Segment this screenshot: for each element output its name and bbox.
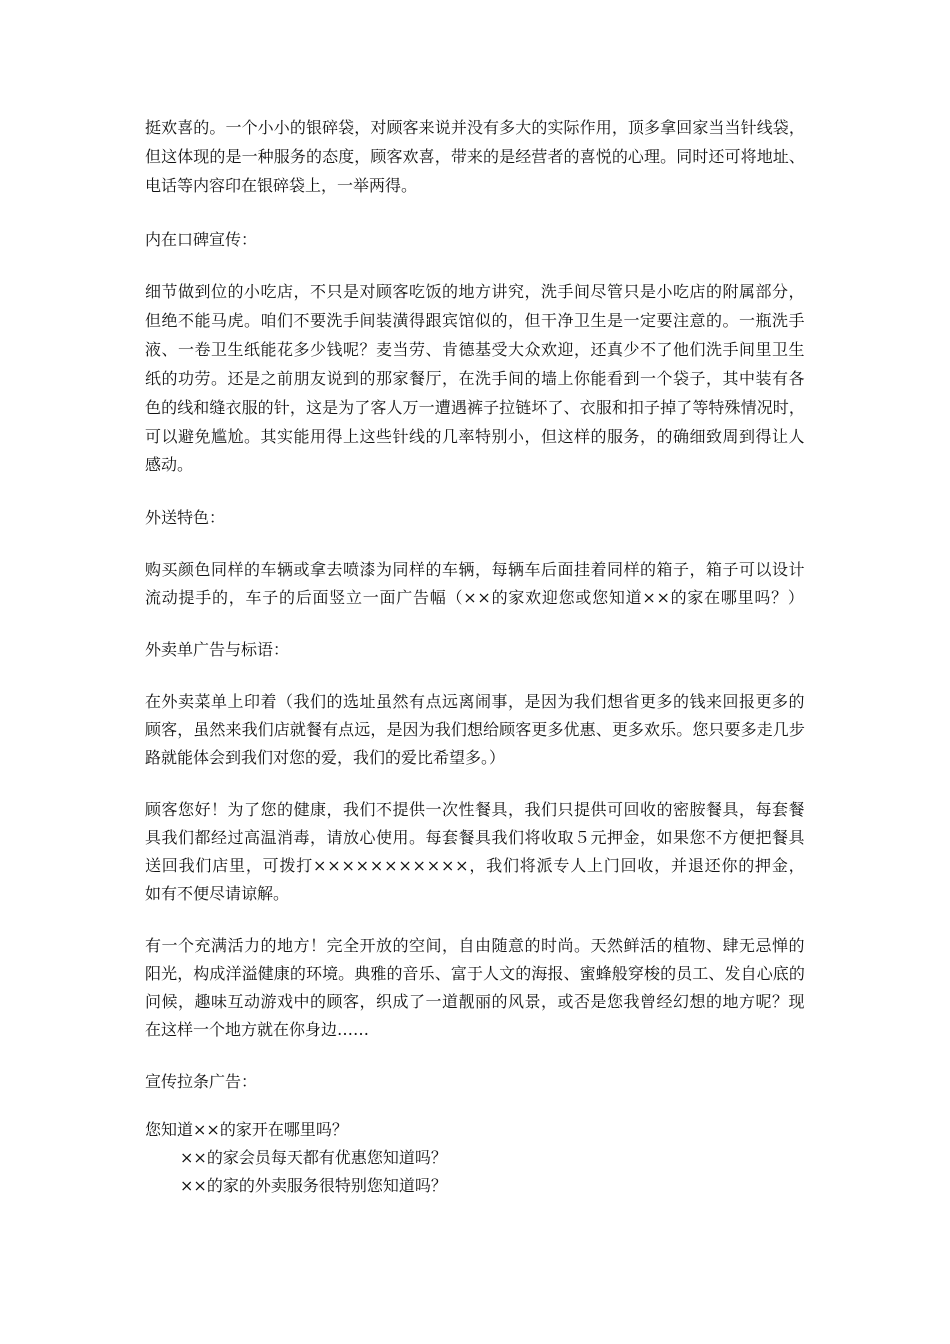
- paragraph-line: 您知道××的家开在哪里吗？: [145, 1120, 348, 1139]
- paragraph-line: 顾客，虽然来我们店就餐有点远，是因为我们想给顾客更多优惠、更多欢乐。您只要多走几步: [145, 720, 806, 739]
- paragraph-line: 但绝不能马虎。咱们不要洗手间装潢得跟宾馆似的，但干净卫生是一定要注意的。一瓶洗手: [145, 311, 806, 330]
- paragraph-line: 购买颜色同样的车辆或拿去喷漆为同样的车辆，每辆车后面挂着同样的箱子，箱子可以设计: [145, 560, 806, 579]
- paragraph-line: ××的家的外卖服务很特别您知道吗？: [180, 1176, 447, 1195]
- paragraph-line: 细节做到位的小吃店，不只是对顾客吃饭的地方讲究，洗手间尽管只是小吃店的附属部分，: [145, 282, 806, 301]
- paragraph-line: 具我们都经过高温消毒，请放心使用。每套餐具我们将收取５元押金，如果您不方便把餐具: [145, 828, 806, 847]
- paragraph-line: ××的家会员每天都有优惠您知道吗？: [180, 1148, 447, 1167]
- paragraph-line: 有一个充满活力的地方！完全开放的空间，自由随意的时尚。天然鲜活的植物、肆无忌惮的: [145, 936, 806, 955]
- paragraph-line: 送回我们店里，可拨打×××××××××××，我们将派专人上门回收，并退还你的押金，: [145, 856, 806, 875]
- paragraph-line: 阳光，构成洋溢健康的环境。典雅的音乐、富于人文的海报、蜜蜂般穿梭的员工、发自心底的: [145, 964, 806, 983]
- paragraph-line: 顾客您好！为了您的健康，我们不提供一次性餐具，我们只提供可回收的密胺餐具，每套餐: [145, 800, 806, 819]
- section-heading: 外送特色：: [145, 508, 226, 527]
- paragraph-line: 挺欢喜的。一个小小的银碎袋，对顾客来说并没有多大的实际作用，顶多拿回家当当针线袋，: [145, 118, 806, 137]
- paragraph-line: 可以避免尴尬。其实能用得上这些针线的几率特别小，但这样的服务，的确细致周到得让人: [145, 427, 806, 446]
- paragraph-line: 电话等内容印在银碎袋上，一举两得。: [145, 176, 418, 195]
- paragraph-line: 问候，趣味互动游戏中的顾客，织成了一道靓丽的风景，或否是您我曾经幻想的地方呢？现: [145, 992, 806, 1011]
- paragraph-line: 路就能体会到我们对您的爱，我们的爱比希望多。）: [145, 748, 506, 767]
- section-heading: 内在口碑宣传：: [145, 230, 258, 249]
- section-heading: 宣传拉条广告：: [145, 1072, 258, 1091]
- paragraph-line: 液、一卷卫生纸能花多少钱呢？麦当劳、肯德基受大众欢迎，还真少不了他们洗手间里卫生: [145, 340, 806, 359]
- paragraph-line: 流动提手的，车子的后面竖立一面广告幅（××的家欢迎您或您知道××的家在哪里吗？）: [145, 588, 805, 607]
- paragraph-line: 纸的功劳。还是之前朋友说到的那家餐厅，在洗手间的墙上你能看到一个袋子，其中装有各: [145, 369, 806, 388]
- paragraph-line: 在外卖菜单上印着（我们的选址虽然有点远离闹事，是因为我们想省更多的钱来回报更多的: [145, 692, 806, 711]
- paragraph-line: 感动。: [145, 455, 194, 474]
- paragraph-line: 但这体现的是一种服务的态度，顾客欢喜，带来的是经营者的喜悦的心理。同时还可将地址、: [145, 147, 806, 166]
- section-heading: 外卖单广告与标语：: [145, 640, 290, 659]
- paragraph-line: 在这样一个地方就在你身边……: [145, 1020, 370, 1039]
- paragraph-line: 如有不便尽请谅解。: [145, 884, 290, 903]
- paragraph-line: 色的线和缝衣服的针，这是为了客人万一遭遇裤子拉链坏了、衣服和扣子掉了等特殊情况时，: [145, 398, 806, 417]
